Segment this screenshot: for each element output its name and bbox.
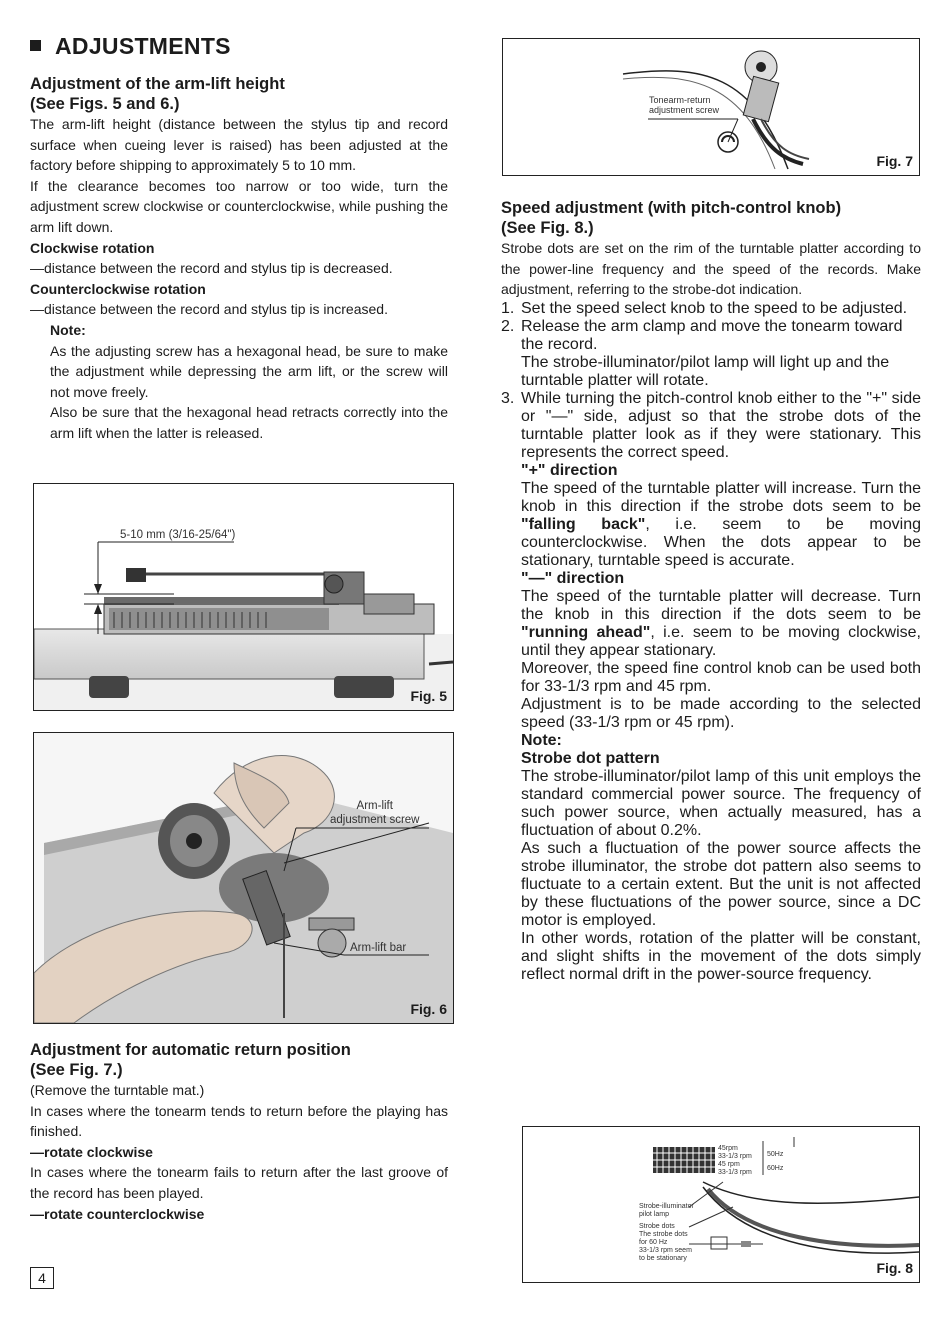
fig8-row2: 33-1/3 rpm (718, 1153, 752, 1160)
minus-direction-text (521, 588, 921, 660)
fig6-screw-callout (330, 799, 419, 827)
auto-return-para-3: In cases where the tonearm fails to return after the last groove of the record has been played. (30, 1164, 448, 1201)
moreover-text: Moreover, the speed fine control knob can be used both for 33-1/3 rpm and 45 rpm. (521, 659, 921, 695)
speed-note-label: Note: (521, 731, 562, 749)
adjust-text: Adjustment is to be made according to the selected speed (33-1/3 rpm or 45 rpm). (521, 695, 921, 731)
plus-direction-text (521, 480, 921, 570)
fig6-label: Fig. 6 (410, 1001, 447, 1017)
fig8-label: Fig. 8 (876, 1260, 913, 1276)
fig7-callout-line1: Tonearm-return (649, 95, 711, 105)
fig7-screw-callout (649, 95, 719, 115)
clockwise-label: Clockwise rotation (30, 239, 155, 256)
arm-lift-heading-ref: (See Figs. 5 and 6.) (30, 95, 180, 113)
fig7-label: Fig. 7 (876, 153, 913, 169)
turntable-side-illustration (34, 484, 453, 710)
fig8-lamp-callout (639, 1203, 694, 1219)
plus-text-bold: "falling back" (521, 515, 646, 533)
fig8-hz2: 60Hz (767, 1165, 784, 1172)
figure-6 (33, 732, 454, 1024)
page-number: 4 (30, 1267, 54, 1289)
step-number: 3. (501, 389, 515, 407)
step-text-main: While turning the pitch-control knob either to the "+" side or "—" side, adjust so that the strobe dots of the turntable platter look as if they were stationary. This represents the correct speed. (521, 389, 921, 461)
fig8-lamp-line1: Strobe-illuminator (639, 1203, 694, 1210)
clockwise-text: —distance between the record and stylus tip is decreased. (30, 260, 393, 277)
plus-direction-label: "+" direction (521, 461, 618, 479)
arm-lift-para-1: The arm-lift height (distance between the stylus tip and record surface when cueing lever is raised) has been adjusted at the factory before shipping to approximately 5 to 10 mm. (30, 116, 448, 174)
fig8-lamp-line2: pilot lamp (639, 1211, 669, 1218)
minus-direction-label: "—" direction (521, 569, 625, 587)
arm-lift-note (30, 320, 448, 444)
fig8-dots-callout (639, 1223, 692, 1263)
square-bullet-icon (30, 40, 41, 51)
strobe-text-1: The strobe-illuminator/pilot lamp of this unit employs the standard commercial power source. The frequency of such power source, when actually measured, has a fluctuation of about 0.2%. (521, 767, 921, 839)
auto-return-section (30, 1040, 448, 1224)
minus-text-part1: The speed of the turntable platter will decrease. Turn the knob in this direction if the dots seem to be (521, 587, 921, 623)
fig6-screw-callout-line2: adjustment screw (330, 814, 420, 826)
fig8-dots-line5: to be stationary (639, 1255, 687, 1262)
step-text-extra: The strobe-illuminator/pilot lamp will light up and the turntable platter will rotate. (521, 353, 890, 389)
speed-heading: Speed adjustment (with pitch-control knob) (501, 199, 842, 217)
counterclockwise-text: —distance between the record and stylus tip is increased. (30, 301, 388, 318)
rotate-clockwise-label: —rotate clockwise (30, 1143, 153, 1160)
fig6-bar-callout: Arm-lift bar (350, 942, 407, 954)
fig8-dots-line2: The strobe dots (639, 1231, 688, 1238)
fig8-row1: 45rpm (718, 1145, 738, 1152)
fig8-row4: 33-1/3 rpm (718, 1169, 752, 1176)
auto-return-para-1: (Remove the turntable mat.) (30, 1082, 205, 1098)
arm-lift-para-2: If the clearance becomes too narrow or too wide, turn the adjustment screw clockwise or counterclockwise, while pushing the arm lift down. (30, 177, 448, 235)
speed-step-2 (501, 318, 921, 390)
fig7-callout-line2: adjustment screw (649, 105, 720, 115)
auto-return-heading: Adjustment for automatic return position (30, 1041, 351, 1059)
rotate-counterclockwise-label: —rotate counterclockwise (30, 1205, 205, 1222)
note-text-2: Also be sure that the hexagonal head retracts correctly into the arm lift when the latter is released. (50, 404, 448, 441)
speed-step-1 (501, 300, 921, 318)
plus-text-part1: The speed of the turntable platter will increase. Turn the knob in this direction if the strobe dots seem to be (521, 479, 921, 515)
speed-step-3 (501, 390, 921, 984)
speed-section (501, 198, 921, 984)
counterclockwise-label: Counterclockwise rotation (30, 280, 206, 297)
note-text-1: As the adjusting screw has a hexagonal head, be sure to make the adjustment while depressing the arm lift, or the screw will not move freely. (50, 342, 448, 400)
fig8-hz1: 50Hz (767, 1151, 784, 1158)
fig6-screw-callout-line1: Arm-lift (356, 800, 393, 812)
page-title (30, 33, 231, 60)
arm-lift-hand-photo (34, 733, 453, 1023)
note-label: Note: (50, 321, 86, 338)
strobe-text-3: In other words, rotation of the platter will be constant, and slight shifts in the movement of the dots simply reflect normal drift in the power-source frequency. (521, 929, 921, 983)
minus-text-bold: "running ahead" (521, 623, 651, 641)
figure-7 (502, 38, 920, 176)
speed-heading-ref: (See Fig. 8.) (501, 219, 594, 237)
fig8-row3: 45 rpm (718, 1161, 740, 1168)
strobe-pattern-label: Strobe dot pattern (521, 749, 660, 767)
step-text-main: Release the arm clamp and move the tonearm toward the record. (521, 317, 903, 353)
step-text: Set the speed select knob to the speed to be adjusted. (521, 299, 908, 317)
step-number: 1. (501, 299, 515, 317)
fig5-clearance-callout: 5-10 mm (3/16-25/64") (120, 529, 236, 541)
step-number: 2. (501, 317, 515, 335)
fig5-label: Fig. 5 (410, 688, 447, 704)
speed-intro: Strobe dots are set on the rim of the turntable platter according to the power-line frequency and the speed of the records. Make adjustment, referring to the strobe-dot indication. (501, 240, 921, 298)
fig8-dots-line3: for 60 Hz (639, 1239, 668, 1246)
auto-return-para-2: In cases where the tonearm tends to return before the playing has finished. (30, 1102, 448, 1140)
auto-return-heading-ref: (See Fig. 7.) (30, 1061, 123, 1079)
arm-lift-heading: Adjustment of the arm-lift height (30, 75, 285, 93)
fig8-dots-line1: Strobe dots (639, 1223, 675, 1230)
minus-text-part2: , i.e. seem to be moving clockwise, until they appear stationary. (521, 623, 921, 659)
page-title-text: ADJUSTMENTS (55, 33, 231, 59)
arm-lift-section (30, 74, 448, 444)
figure-8 (522, 1126, 920, 1283)
fig8-dots-line4: 33-1/3 rpm seem (639, 1247, 692, 1254)
step-text (521, 390, 921, 984)
figure-5 (33, 483, 454, 711)
step-text (521, 318, 921, 390)
strobe-text-2: As such a fluctuation of the power source affects the strobe illuminator, the strobe dot pattern also seems to fluctuate to a certain extent. But the unit is not affected by these fluctuations of the power source, since a DC motor is employed. (521, 839, 921, 929)
plus-text-part2: , i.e. seem to be moving counterclockwise. When the dots appear to be stationary, turntable speed is accurate. (521, 515, 921, 569)
